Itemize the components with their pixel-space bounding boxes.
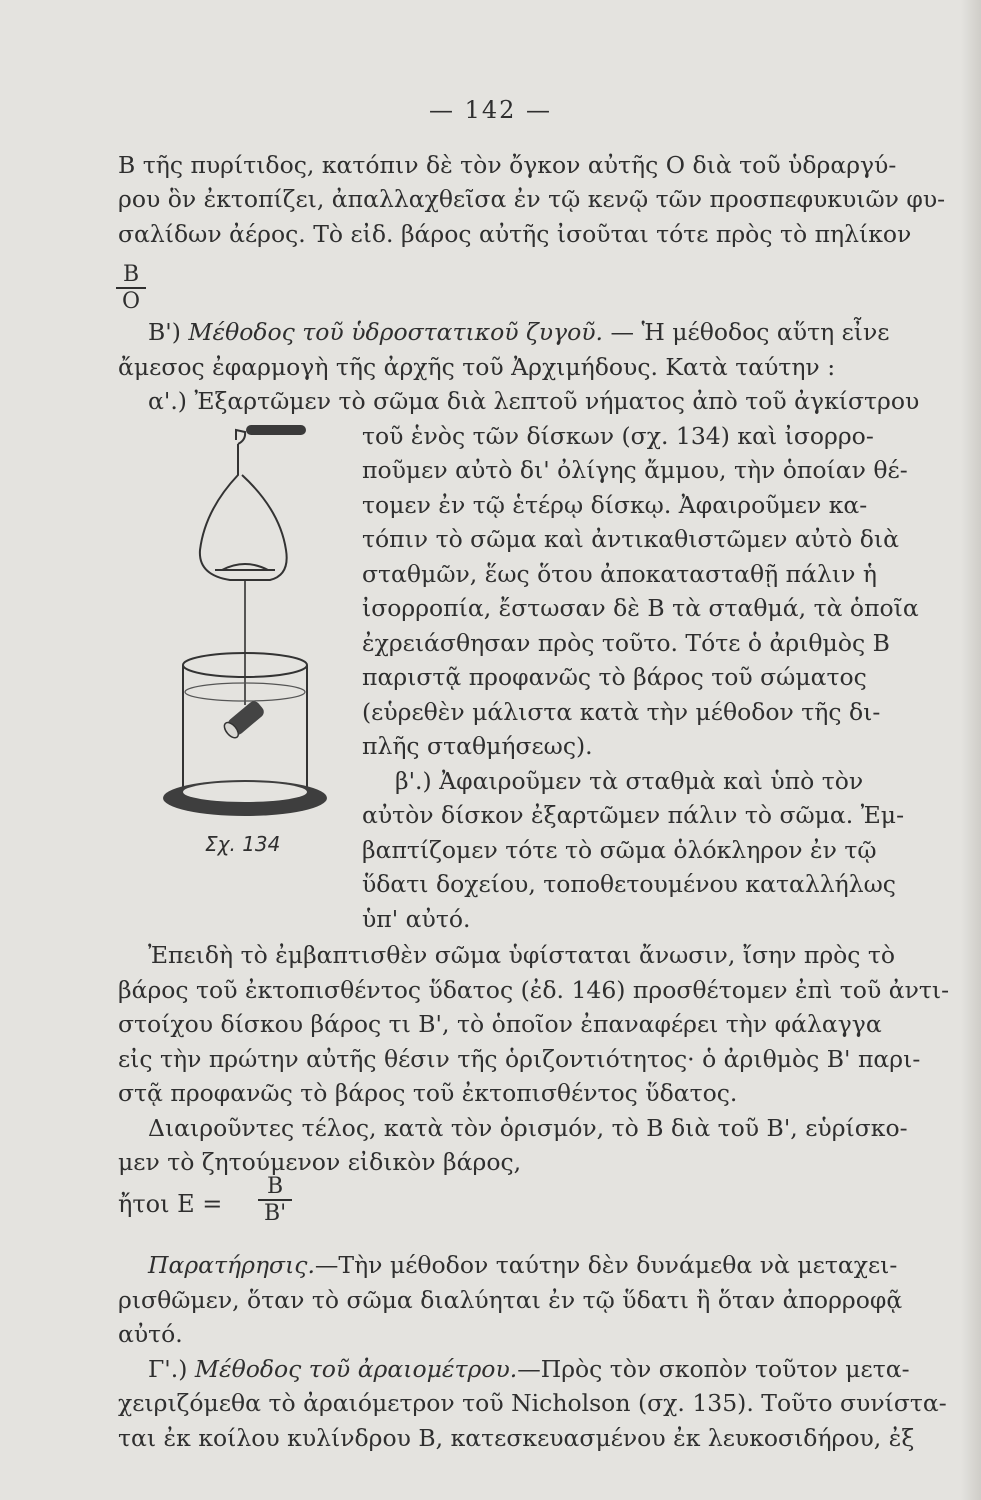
hydrostatic-balance-figure: [150, 420, 340, 860]
text-line: ρισθῶμεν, ὅταν τὸ σῶμα διαλύηται ἐν τῷ ὕδατι ἢ ὅταν ἀπορροφᾷ: [118, 1286, 903, 1314]
text-line: χειριζόμεθα τὸ ἀραιόμετρον τοῦ Nicholson (σχ. 135). Τοῦτο συνίστα-: [118, 1389, 947, 1417]
text-line: βαπτίζομεν τότε τὸ σῶμα ὁλόκληρον ἐν τῷ: [362, 836, 877, 864]
beam-handle: [246, 425, 306, 435]
text-line: α'.) Ἐξαρτῶμεν τὸ σῶμα διὰ λεπτοῦ νήματος ἀπὸ τοῦ ἀγκίστρου: [148, 387, 920, 415]
text-line: βάρος τοῦ ἐκτοπισθέντος ὕδατος (ἐδ. 146) προσθέτομεν ἐπὶ τοῦ ἀντι-: [118, 976, 950, 1004]
section-intro: — Ἡ μέθοδος αὕτη εἶνε: [610, 318, 890, 346]
page-number: — 142 —: [428, 96, 553, 124]
text-line: β'.) Ἀφαιροῦμεν τὰ σταθμὰ καὶ ὑπὸ τὸν: [395, 767, 864, 795]
text-line: παριστᾷ προφανῶς τὸ βάρος τοῦ σώματος: [362, 663, 867, 691]
text-line: Ἐπειδὴ τὸ ἐμβαπτισθὲν σῶμα ὑφίσταται ἄνωσιν, ἴσην πρὸς τὸ: [148, 941, 896, 969]
immersed-body: [222, 699, 267, 740]
text-line: αὐτὸν δίσκον ἐξαρτῶμεν πάλιν τὸ σῶμα. Ἐμ-: [362, 801, 905, 829]
formula-denominator: Β': [264, 1201, 287, 1226]
remark-title: Παρατήρησις.: [148, 1251, 315, 1279]
text-line: ἰσορροπία, ἔστωσαν δὲ Β τὰ σταθμά, τὰ ὁποῖα: [362, 594, 919, 622]
figure-caption: Σχ. 134: [205, 832, 281, 856]
page-edge: [961, 0, 981, 1500]
fraction-numerator: Β: [116, 262, 146, 289]
text-line: τόπιν τὸ σῶμα καὶ ἀντικαθιστῶμεν αὐτὸ διὰ: [362, 525, 899, 553]
text-line: ὕδατι δοχείου, τοποθετουμένου καταλλήλως: [362, 870, 896, 898]
remark-text: —Τὴν μέθοδον ταύτην δὲν δυνάμεθα νὰ μεταχει-: [314, 1251, 898, 1279]
text-line: (εὑρεθὲν μάλιστα κατὰ τὴν μέθοδον τῆς δι-: [362, 698, 881, 726]
text-line: ὑπ' αὐτό.: [362, 905, 471, 933]
text-line: τοῦ ἑνὸς τῶν δίσκων (σχ. 134) καὶ ἰσορρο-: [362, 422, 874, 450]
text-line: μεν τὸ ζητούμενον εἰδικὸν βάρος,: [118, 1148, 522, 1176]
section-intro: —Πρὸς τὸν σκοπὸν τοῦτον μετα-: [517, 1355, 910, 1383]
text-line: ἄμεσος ἐφαρμογὴ τῆς ἀρχῆς τοῦ Ἀρχιμήδους. Κατὰ ταύτην :: [118, 353, 836, 381]
text-line: Β τῆς πυρίτιδος, κατόπιν δὲ τὸν ὄγκον αὐτῆς Ο διὰ τοῦ ὑδραργύ-: [118, 151, 897, 179]
pan-hanger: [200, 444, 287, 580]
text-line: πλῆς σταθμήσεως).: [362, 732, 593, 760]
text-line: ται ἐκ κοίλου κυλίνδρου Β, κατεσκευασμένου ἐκ λευκοσιδήρου, ἐξ: [118, 1424, 915, 1452]
section-title: Μέθοδος τοῦ ὑδροστατικοῦ ζυγοῦ.: [188, 318, 604, 346]
remark-heading: [148, 1250, 897, 1280]
section-heading-g: [148, 1354, 910, 1384]
section-heading-b: [148, 317, 889, 347]
text-line: στοίχου δίσκου βάρος τι Β', τὸ ὁποῖον ἐπαναφέρει τὴν φάλαγγα: [118, 1010, 882, 1038]
hook-arm: [236, 430, 245, 444]
text-line: ποῦμεν αὐτὸ δι' ὀλίγης ἄμμου, τὴν ὁποίαν θέ-: [362, 456, 908, 484]
text-line: εἰς τὴν πρώτην αὐτῆς θέσιν τῆς ὁριζοντιότητος· ὁ ἀριθμὸς Β' παρι-: [118, 1045, 921, 1073]
text-line: στᾷ προφανῶς τὸ βάρος τοῦ ἐκτοπισθέντος ὕδατος.: [118, 1079, 738, 1107]
section-number: Β'): [148, 318, 181, 346]
text-line: αὐτό.: [118, 1320, 183, 1348]
beaker-base-inner: [183, 782, 307, 802]
text-line: ρου ὃν ἐκτοπίζει, ἀπαλλαχθεῖσα ἐν τῷ κενῷ τῶν προσπεφυκυιῶν φυ-: [118, 185, 946, 213]
fraction-denominator: Ο: [122, 289, 141, 314]
text-line: τομεν ἐν τῷ ἑτέρῳ δίσκῳ. Ἀφαιροῦμεν κα-: [362, 491, 868, 519]
fraction-b-over-o: [116, 262, 146, 314]
formula-numerator: Β: [258, 1174, 292, 1201]
text-line: ἐχρειάσθησαν πρὸς τοῦτο. Τότε ὁ ἀριθμὸς Β: [362, 629, 890, 657]
text-line: σαλίδων ἀέρος. Τὸ εἰδ. βάρος αὐτῆς ἰσοῦται τότε πρὸς τὸ πηλίκον: [118, 220, 912, 248]
section-number: Γ'.): [148, 1355, 188, 1383]
text-line: σταθμῶν, ἕως ὅτου ἀποκατασταθῇ πάλιν ἡ: [362, 560, 877, 588]
formula-fraction: [258, 1174, 292, 1226]
formula-prefix: ἤτοι Ε =: [118, 1190, 223, 1218]
formula-specific-weight: [118, 1190, 222, 1218]
section-title: Μέθοδος τοῦ ἀραιομέτρου.: [194, 1355, 518, 1383]
text-line: Διαιροῦντες τέλος, κατὰ τὸν ὁρισμόν, τὸ Β διὰ τοῦ Β', εὑρίσκο-: [148, 1114, 908, 1142]
